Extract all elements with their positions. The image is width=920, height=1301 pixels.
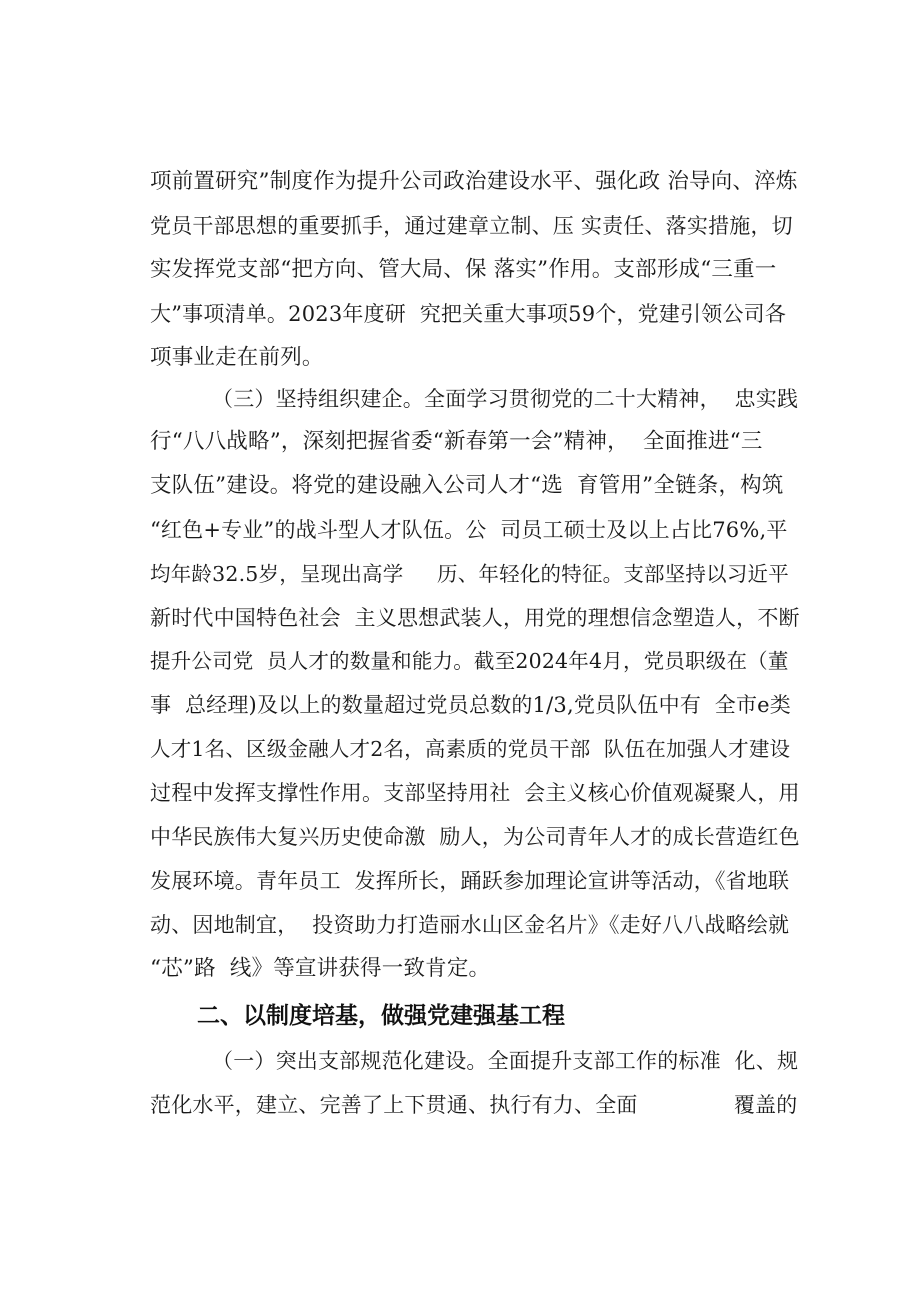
- paragraph-2-line-2: 行“八八战略”，深刻把握省委“新春第一会”精神， 全面推进“三: [150, 429, 763, 454]
- paragraph-2-line-8: 事 总经理)及以上的数量超过党员总数的1/3,党员队伍中有 全市e类: [150, 693, 791, 717]
- paragraph-2-line-13: 动、因地制宜， 投资助力打造丽水山区金名片》《走好八八战略绘就: [150, 913, 790, 937]
- paragraph-2-line-6: 新时代中国特色社会 主义思想武装人，用党的理想信念塑造人，不断: [150, 606, 800, 630]
- paragraph-2-line-5: 均年龄32.5岁，呈现出高学 历、年轻化的特征。支部坚持以习近平: [150, 562, 789, 586]
- paragraph-2-line-4: “红色+专业”的战斗型人才队伍。公 司员工硕士及以上占比76%,平: [150, 518, 788, 542]
- paragraph-2-line-1: （三）坚持组织建企。全面学习贯彻党的二十大精神， 忠实践: [212, 387, 799, 411]
- paragraph-2-line-7: 提升公司党 员人才的数量和能力。截至2024年4月，党员职级在（董: [150, 649, 789, 673]
- paragraph-2-line-9: 人才1名、区级金融人才2名，高素质的党员干部 队伍在加强人才建设: [150, 737, 791, 761]
- paragraph-2-line-10: 过程中发挥支撑性作用。支部坚持用社 会主义核心价值观凝聚人，用: [150, 781, 800, 805]
- paragraph-3-line-1: （一）突出支部规范化建设。全面提升支部工作的标准 化、规: [212, 1049, 799, 1073]
- paragraph-3-line-2: 范化水平，建立、完善了上下贯通、执行有力、全面 覆盖的: [150, 1093, 798, 1117]
- paragraph-2-line-11: 中华民族伟大复兴历史使命激 励人，为公司青年人才的成长营造红色: [150, 825, 800, 849]
- paragraph-1-line-4: 大”事项清单。2023年度研 究把关重大事项59个，党建引领公司各: [150, 302, 787, 326]
- paragraph-1-line-5: 项事业走在前列。: [150, 345, 324, 370]
- paragraph-2-line-14: “芯”路 线》等宣讲获得一致肯定。: [150, 956, 491, 981]
- paragraph-1-line-2: 党员干部思想的重要抓手，通过建章立制、压 实责任、落实措施，切: [150, 214, 793, 238]
- paragraph-1-line-3: 实发挥党支部“把方向、管大局、保 落实”作用。支部形成“三重一: [150, 257, 777, 282]
- paragraph-1-line-1: 项前置研究”制度作为提升公司政治建设水平、强化政 治导向、淬炼: [150, 169, 798, 194]
- paragraph-2-line-12: 发展环境。青年员工 发挥所长，踊跃参加理论宣讲等活动，《省地联: [150, 869, 790, 893]
- paragraph-2-line-3: 支队伍”建设。将党的建设融入公司人才“选 育管用”全链条，构筑: [150, 473, 784, 498]
- section-heading: 二、以制度培基，做强党建强基工程: [197, 1003, 565, 1029]
